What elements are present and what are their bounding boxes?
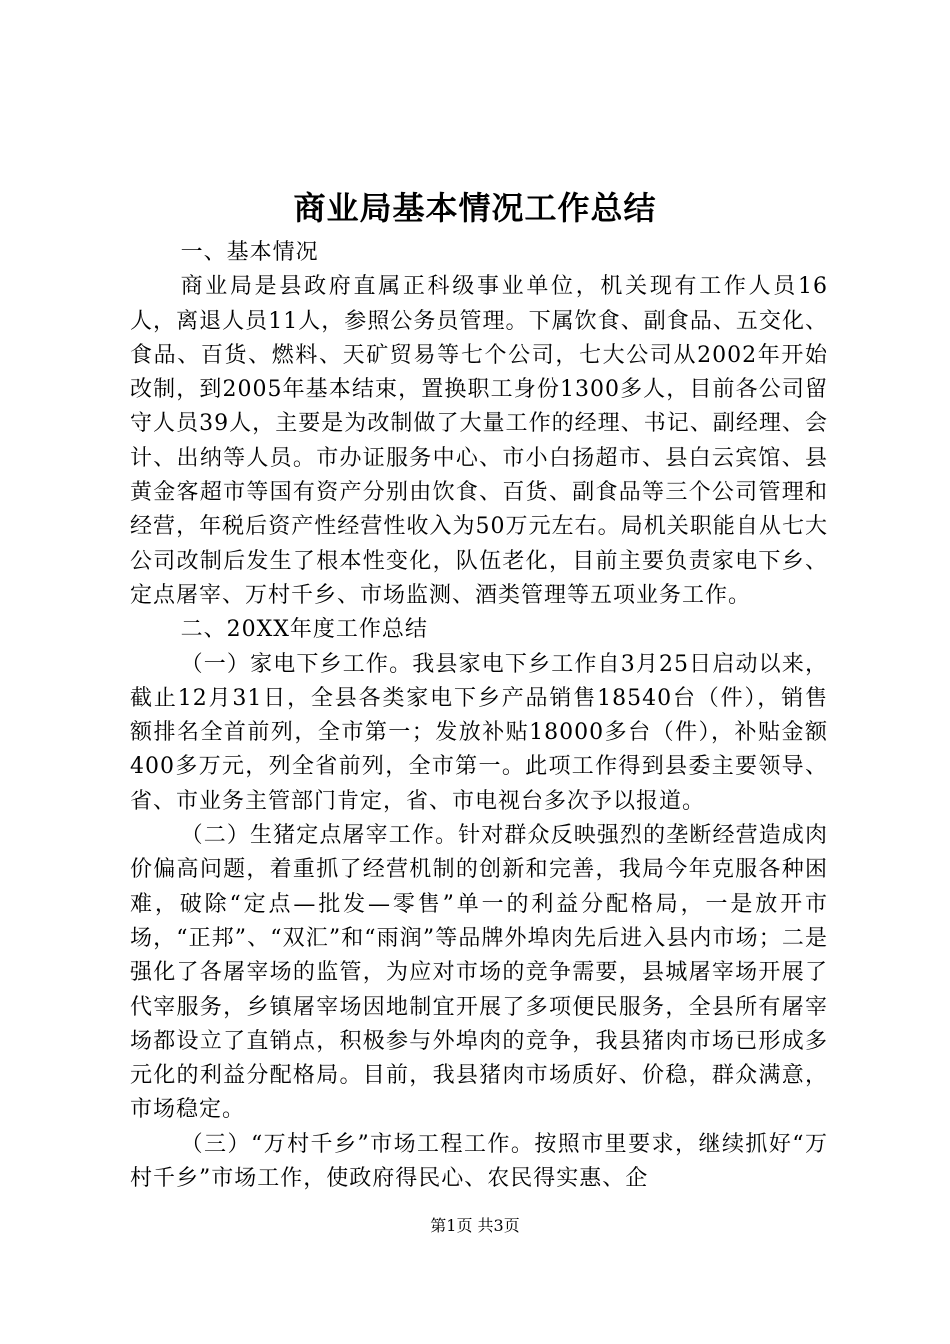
document-title: 商业局基本情况工作总结 [293,189,657,227]
section-heading-basic-info: 一、基本情况 [180,240,319,265]
paragraph-designated-slaughter: （二）生猪定点屠宰工作。针对群众反映强烈的垄断经营造成肉价偏高问题，着重抓了经营机制的创新和完善，我局今年克服各种困难，破除“定点—批发—零售”单一的利益分配格局，一是放开市场，“正邦”、“双汇”和“雨润”等品牌外埠肉先后进入县内市场；二是强化了各屠宰场的监管，为应对市场的竞争需要，县城屠宰场开展了代宰服务，乡镇屠宰场因地制宜开展了多项便民服务，全县所有屠宰场都设立了直销点，积极参与外埠肉的竞争，我县猪肉市场已形成多元化的利益分配格局。目前，我县猪肉市场质好、价稳，群众满意，市场稳定。 [130,823,828,1123]
section-heading-annual-summary: 二、20XX年度工作总结 [180,617,428,643]
document-body [130,236,828,1196]
paragraph-village-market-project: （三）“万村千乡”市场工程工作。按照市里要求，继续抓好“万村千乡”市场工作，使政府得民心、农民得实惠、企 [130,1131,828,1192]
page-footer: 第1页 共3页 [430,1216,520,1235]
paragraph-basic-info: 商业局是县政府直属正科级事业单位，机关现有工作人员16人，离退人员11人，参照公务员管理。下属饮食、副食品、五交化、食品、百货、燃料、天矿贸易等七个公司，七大公司从2002年开始改制，到2005年基本结束，置换职工身份1300多人，目前各公司留守人员39人，主要是为改制做了大量工作的经理、书记、副经理、会计、出纳等人员。市办证服务中心、市小白扬超市、县白云宾馆、县黄金客超市等国有资产分别由饮食、百货、副食品等三个公司管理和经营，年税后资产性经营性收入为50万元左右。局机关职能自从七大公司改制后发生了根本性变化，队伍老化，目前主要负责家电下乡、定点屠宰、万村千乡、市场监测、酒类管理等五项业务工作。 [130,274,828,608]
paragraph-appliances-to-countryside: （一）家电下乡工作。我县家电下乡工作自3月25日启动以来，截止12月31日，全县各类家电下乡产品销售18540台（件），销售额排名全首前列，全市第一；发放补贴18000多台（件），补贴金额400多万元，列全省前列，全市第一。此项工作得到县委主要领导、省、市业务主管部门肯定，省、市电视台多次予以报道。 [130,651,828,814]
